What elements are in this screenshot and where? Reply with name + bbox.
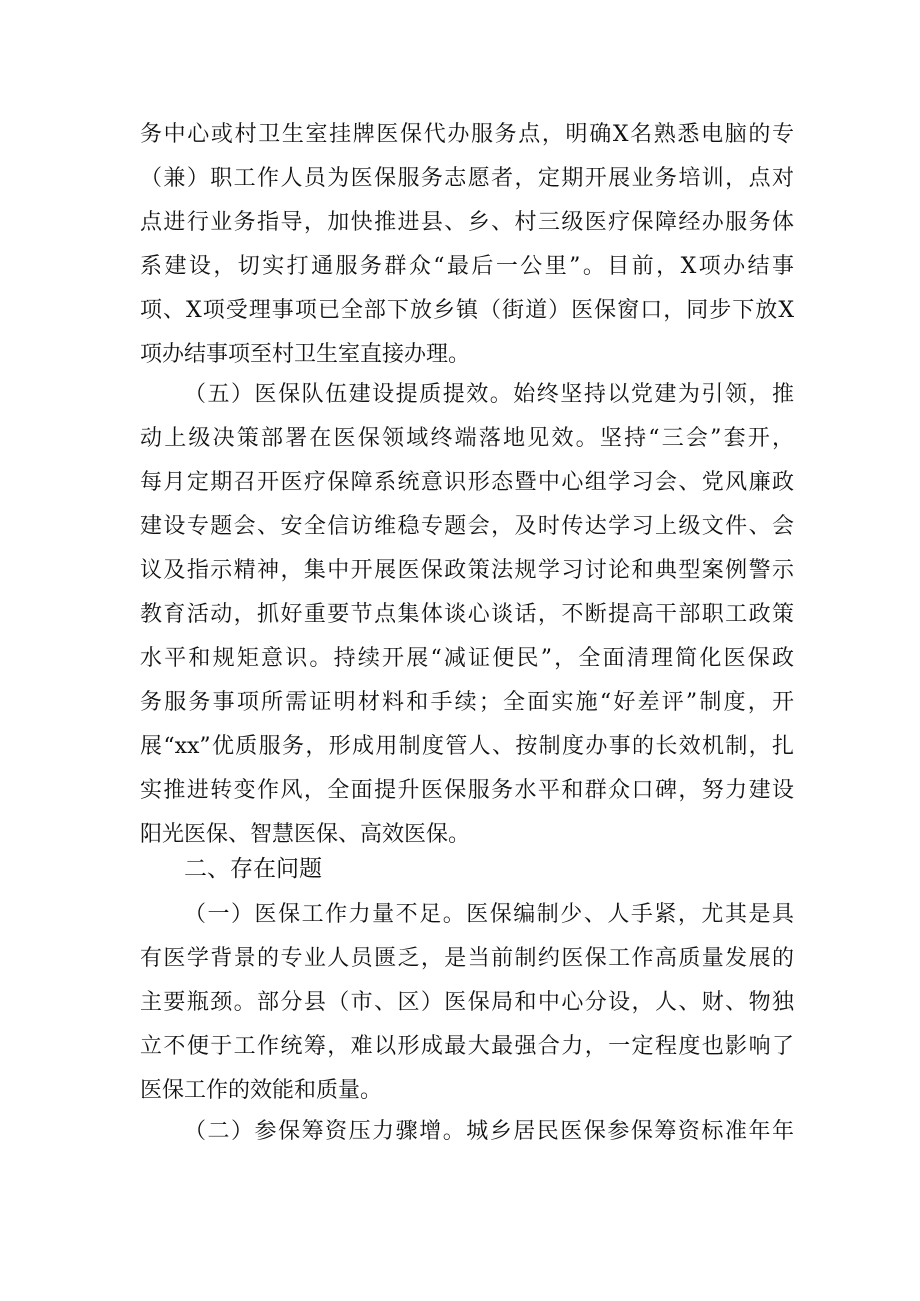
text-line: 建设专题会、安全信访维稳专题会，及时传达学习上级文件、会 xyxy=(140,514,794,539)
text-line: 水平和规矩意识。持续开展“减证便民”，全面清理简化医保政 xyxy=(140,646,794,671)
text-line: 教育活动，抓好重要节点集体谈心谈话，不断提高干部职工政策 xyxy=(140,602,794,627)
text-line: 议及指示精神，集中开展医保政策法规学习讨论和典型案例警示 xyxy=(140,558,794,583)
text-line: 每月定期召开医疗保障系统意识形态暨中心组学习会、党风廉政 xyxy=(140,470,794,495)
text-line: 医保工作的效能和质量。 xyxy=(140,1078,383,1103)
text-line: 务中心或村卫生室挂牌医保代办服务点，明确X名熟悉电脑的专 xyxy=(140,122,794,147)
text-line: 动上级决策部署在医保领域终端落地见效。坚持“三会”套开， xyxy=(140,426,794,451)
text-line: 阳光医保、智慧医保、高效医保。 xyxy=(140,822,471,847)
text-line: 系建设，切实打通服务群众“最后一公里”。目前，X项办结事 xyxy=(140,254,794,279)
text-line: 项办结事项至村卫生室直接办理。 xyxy=(140,342,471,367)
text-line: 立不便于工作统筹，难以形成最大最强合力，一定程度也影响了 xyxy=(140,1034,794,1059)
text-line: （兼）职工作人员为医保服务志愿者，定期开展业务培训，点对 xyxy=(140,166,794,191)
text-line: （二）参保筹资压力骤增。城乡居民医保参保筹资标准年年 xyxy=(184,1119,794,1144)
text-line: 主要瓶颈。部分县（市、区）医保局和中心分设，人、财、物独 xyxy=(140,990,794,1015)
text-line: 项、X项受理事项已全部下放乡镇（街道）医保窗口，同步下放X xyxy=(140,298,794,323)
text-line: 有医学背景的专业人员匮乏，是当前制约医保工作高质量发展的 xyxy=(140,946,794,971)
text-line: （五）医保队伍建设提质提效。始终坚持以党建为引领，推 xyxy=(184,382,794,407)
text-line: 展“xx”优质服务，形成用制度管人、按制度办事的长效机制，扎 xyxy=(140,734,794,759)
text-line: 务服务事项所需证明材料和手续；全面实施“好差评”制度，开 xyxy=(140,690,794,715)
text-line: 点进行业务指导，加快推进县、乡、村三级医疗保障经办服务体 xyxy=(140,210,794,235)
text-line: 实推进转变作风，全面提升医保服务水平和群众口碑，努力建设 xyxy=(140,778,794,803)
section-heading: 二、存在问题 xyxy=(184,856,322,882)
text-line: （一）医保工作力量不足。医保编制少、人手紧，尤其是具 xyxy=(184,902,794,927)
